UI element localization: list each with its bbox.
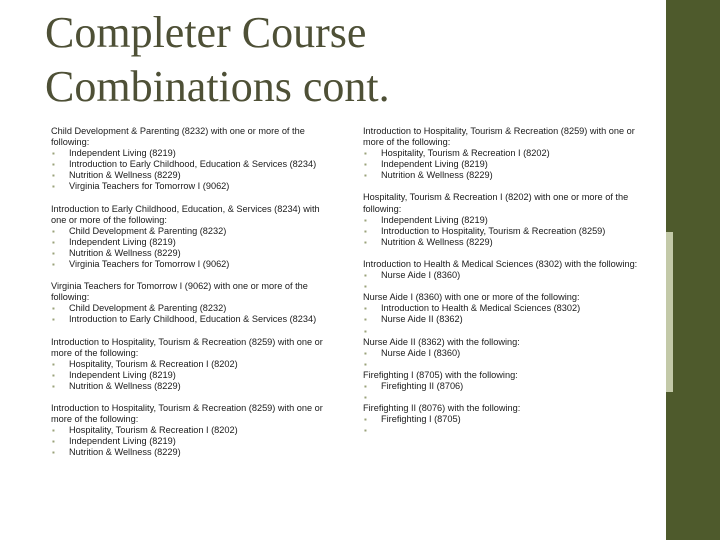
- course-list-item: [51, 381, 326, 392]
- course-combination-block: [363, 126, 641, 181]
- course-combination-block: [51, 126, 326, 193]
- course-list-item: [363, 270, 641, 281]
- course-list: [363, 215, 641, 248]
- course-name: Introduction to Early Childhood, Education & Services (8234): [69, 159, 317, 170]
- course-name: Nutrition & Wellness (8229): [69, 447, 181, 458]
- course-name: Hospitality, Tourism & Recreation I (8202): [69, 425, 238, 436]
- course-list-item: [363, 314, 641, 325]
- course-list-item: [363, 148, 641, 159]
- course-list-item: [51, 425, 326, 436]
- course-combination-block: [363, 259, 641, 292]
- title-line-2: Combinations cont.: [45, 62, 390, 111]
- course-list-item: [363, 237, 641, 248]
- course-list-item: [51, 259, 326, 270]
- bullet-icon: ▪: [364, 271, 367, 281]
- bullet-icon: ▪: [364, 226, 367, 236]
- course-name: Independent Living (8219): [69, 369, 176, 380]
- combination-lead-text: Hospitality, Tourism & Recreation I (8202) with one or more of the following:: [363, 192, 629, 214]
- course-list-item: [363, 359, 641, 370]
- title-line-1: Completer Course: [45, 8, 367, 57]
- course-list-item: [363, 414, 641, 425]
- course-combination-block: [51, 204, 326, 271]
- bullet-icon: ▪: [52, 304, 55, 314]
- bullet-icon: ▪: [52, 426, 55, 436]
- course-name: Introduction to Early Childhood, Education & Services (8234): [69, 314, 317, 325]
- course-list-item: [51, 226, 326, 237]
- course-name: Nurse Aide II (8362): [381, 314, 463, 325]
- course-list-item: [51, 148, 326, 159]
- course-combination-block: [363, 403, 641, 436]
- course-list-item: [363, 425, 641, 436]
- course-list: [51, 303, 326, 325]
- bullet-icon: ▪: [364, 282, 367, 292]
- course-list-item: [51, 447, 326, 458]
- course-name: Nutrition & Wellness (8229): [381, 236, 493, 247]
- course-list-item: [363, 170, 641, 181]
- course-list-item: [51, 359, 326, 370]
- course-name: Child Development & Parenting (8232): [69, 303, 227, 314]
- slide-title: [45, 6, 645, 114]
- bullet-icon: ▪: [364, 315, 367, 325]
- right-column: [363, 126, 641, 436]
- combination-lead-text: Firefighting II (8076) with the following:: [363, 403, 521, 414]
- bullet-icon: ▪: [52, 437, 55, 447]
- course-combination-block: [363, 337, 641, 370]
- course-name: Virginia Teachers for Tomorrow I (9062): [69, 181, 230, 192]
- sidebar-accent: [666, 232, 673, 392]
- course-list-item: [363, 226, 641, 237]
- bullet-icon: ▪: [364, 237, 367, 247]
- combination-lead-text: Firefighting I (8705) with the following:: [363, 369, 518, 380]
- course-list-item: [363, 281, 641, 292]
- course-list-item: [51, 159, 326, 170]
- bullet-icon: ▪: [52, 237, 55, 247]
- course-name: Nurse Aide I (8360): [381, 347, 461, 358]
- course-list-item: [51, 181, 326, 192]
- bullet-icon: ▪: [364, 304, 367, 314]
- course-list-item: [51, 436, 326, 447]
- course-combination-block: [51, 403, 326, 458]
- bullet-icon: ▪: [364, 326, 367, 336]
- course-name: Firefighting I (8705): [381, 414, 461, 425]
- course-name: Hospitality, Tourism & Recreation I (8202): [381, 148, 550, 159]
- course-list: [363, 148, 641, 181]
- bullet-icon: ▪: [52, 448, 55, 458]
- course-combination-block: [51, 337, 326, 392]
- course-list-item: [363, 326, 641, 337]
- bullet-icon: ▪: [52, 260, 55, 270]
- combination-lead-text: Child Development & Parenting (8232) with one or more of the following:: [51, 126, 305, 148]
- combination-lead-text: Introduction to Early Childhood, Education, & Services (8234) with one or more of the following:: [51, 203, 320, 225]
- bullet-icon: ▪: [52, 160, 55, 170]
- combination-lead-text: Introduction to Hospitality, Tourism & Recreation (8259) with one or more of the following:: [363, 126, 635, 148]
- bullet-icon: ▪: [364, 215, 367, 225]
- combination-lead-text: Introduction to Health & Medical Sciences (8302) with the following:: [363, 258, 638, 269]
- course-name: Virginia Teachers for Tomorrow I (9062): [69, 259, 230, 270]
- course-name: Independent Living (8219): [69, 436, 176, 447]
- bullet-icon: ▪: [364, 393, 367, 403]
- course-list-item: [51, 303, 326, 314]
- course-list: [51, 226, 326, 270]
- bullet-icon: ▪: [52, 226, 55, 236]
- bullet-icon: ▪: [364, 160, 367, 170]
- bullet-icon: ▪: [364, 381, 367, 391]
- combination-lead-text: Nurse Aide II (8362) with the following:: [363, 336, 520, 347]
- course-list: [51, 359, 326, 392]
- course-list-item: [363, 303, 641, 314]
- course-list-item: [51, 370, 326, 381]
- course-name: Nutrition & Wellness (8229): [69, 247, 181, 258]
- combination-lead-text: Introduction to Hospitality, Tourism & Recreation (8259) with one or more of the following:: [51, 402, 323, 425]
- course-name: Independent Living (8219): [69, 236, 176, 247]
- course-list-item: [363, 381, 641, 392]
- course-name: Introduction to Hospitality, Tourism & Recreation (8259): [381, 225, 606, 236]
- combination-lead-text: Introduction to Hospitality, Tourism & Recreation (8259) with one or more of the following:: [51, 336, 323, 358]
- bullet-icon: ▪: [364, 426, 367, 436]
- course-list: [51, 148, 326, 192]
- course-list: [363, 270, 641, 292]
- course-name: Introduction to Health & Medical Sciences (8302): [381, 303, 581, 314]
- bullet-icon: ▪: [52, 182, 55, 192]
- course-list-item: [363, 159, 641, 170]
- course-name: Hospitality, Tourism & Recreation I (8202): [69, 358, 238, 369]
- course-list-item: [363, 348, 641, 359]
- bullet-icon: ▪: [364, 149, 367, 159]
- bullet-icon: ▪: [52, 149, 55, 159]
- bullet-icon: ▪: [52, 381, 55, 391]
- bullet-icon: ▪: [52, 248, 55, 258]
- bullet-icon: ▪: [52, 171, 55, 181]
- course-list-item: [51, 237, 326, 248]
- decorative-sidebar: [666, 0, 720, 540]
- course-list: [363, 303, 641, 336]
- course-list-item: [51, 248, 326, 259]
- course-name: Nutrition & Wellness (8229): [69, 170, 181, 181]
- course-list: [363, 381, 641, 403]
- course-combination-block: [363, 292, 641, 336]
- course-list: [51, 425, 326, 458]
- course-name: Nurse Aide I (8360): [381, 270, 461, 281]
- combination-lead-text: Nurse Aide I (8360) with one or more of the following:: [363, 292, 580, 303]
- course-name: Independent Living (8219): [381, 159, 488, 170]
- course-combination-block: [363, 192, 641, 247]
- course-name: Nutrition & Wellness (8229): [381, 170, 493, 181]
- course-name: Firefighting II (8706): [381, 380, 464, 391]
- course-combination-block: [51, 281, 326, 325]
- bullet-icon: ▪: [364, 415, 367, 425]
- course-list-item: [363, 392, 641, 403]
- bullet-icon: ▪: [52, 359, 55, 369]
- bullet-icon: ▪: [364, 359, 367, 369]
- combination-lead-text: Virginia Teachers for Tomorrow I (9062) with one or more of the following:: [51, 281, 308, 303]
- course-list: [363, 414, 641, 436]
- left-column: [51, 126, 326, 469]
- course-name: Independent Living (8219): [381, 214, 488, 225]
- course-combination-block: [363, 370, 641, 403]
- bullet-icon: ▪: [364, 348, 367, 358]
- course-list-item: [51, 170, 326, 181]
- course-list-item: [363, 215, 641, 226]
- course-list: [363, 348, 641, 370]
- course-name: Child Development & Parenting (8232): [69, 225, 227, 236]
- bullet-icon: ▪: [52, 370, 55, 380]
- course-list-item: [51, 314, 326, 325]
- course-name: Independent Living (8219): [69, 148, 176, 159]
- bullet-icon: ▪: [52, 315, 55, 325]
- bullet-icon: ▪: [364, 171, 367, 181]
- course-name: Nutrition & Wellness (8229): [69, 380, 181, 391]
